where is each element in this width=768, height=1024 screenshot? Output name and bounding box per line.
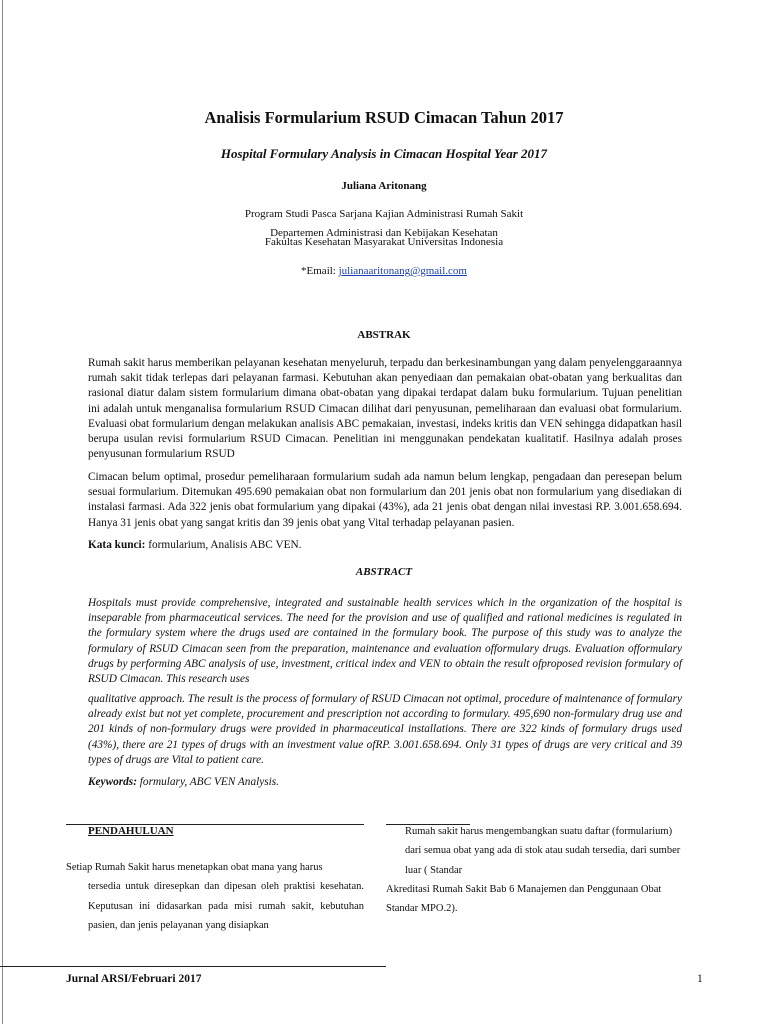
email-line bbox=[0, 265, 768, 277]
paper-title: Analisis Formularium RSUD Cimacan Tahun 2017 bbox=[204, 108, 564, 127]
abstrak-paragraph: Rumah sakit harus memberikan pelayanan kesehatan menyeluruh, terpadu dan berkesinambungan yang dalam penyelenggaraannya rumah sakit tidak terlepas dari pelayanan farmasi. Kebutuhan akan penyediaan dan pemakaian obat-obatan yang berkualitas dan rasional diatur dalam sistem formularium dimana obat-obatan yang dipakai terdapat dalam buku formularium. Tujuan penelitian ini adalah untuk menganalisa formularium RSUD Cimacan dilihat dari penyusunan, pemeliharaan dan evaluasi obat formularium. Evaluasi obat formularium dengan melakukan analisis ABC pemakaian, investasi, indeks kritis dan VEN sehingga didapatkan hasil berupa usulan revisi formularium RSUD Cimacan. Penelitian ini menggunakan pendekatan kualitatif. Hasilnya adalah proses penyusunan formularium RSUD bbox=[88, 357, 682, 461]
introduction-left-text: tersedia untuk diresepkan dan dipesan oleh praktisi kesehatan. Keputusan ini didasarkan pada misi rumah sakit, kebutuhan pasien, dan jenis pelayanan yang disiapkan bbox=[88, 881, 364, 931]
keywords-line bbox=[88, 776, 279, 788]
abstract-paragraph: Hospitals must provide comprehensive, integrated and sustainable health services which in the organization of the hospital is inseparable from pharmaceutical services. The need for the provision and use of qualified and rational medicines is regulated in the formulary system where the drugs used are contained in the formulary book. The purpose of this study was to analyze the formulary of RSUD Cimacan seen from the preparation, maintenance and evaluation offormulary drugs. Evaluation offormulary drugs by performing ABC analysis of use, investment, critical index and VEN to obtain the result ofproposed revision formulary of RSUD Cimacan. This research uses bbox=[88, 597, 682, 686]
footer-rule bbox=[0, 966, 386, 967]
introduction-left-first-line: Setiap Rumah Sakit harus menetapkan obat mana yang harus bbox=[66, 862, 323, 873]
keywords-label: Keywords: bbox=[88, 776, 137, 788]
kata-kunci-line bbox=[88, 539, 302, 551]
introduction-right-text-continued: Akreditasi Rumah Sakit Bab 6 Manajemen dan Penggunaan Obat Standar MPO.2). bbox=[386, 883, 662, 915]
introduction-right-column bbox=[386, 822, 684, 918]
email-label: *Email: bbox=[301, 265, 339, 277]
keywords-text: formulary, ABC VEN Analysis. bbox=[136, 776, 280, 788]
journal-footer: Jurnal ARSI/Februari 2017 bbox=[66, 973, 202, 985]
page-number: 1 bbox=[697, 973, 703, 985]
author-name: Juliana Aritonang bbox=[341, 180, 427, 192]
affiliation-faculty: Fakultas Kesehatan Masyarakat Universitas Indonesia bbox=[264, 236, 504, 248]
affiliation-program: Program Studi Pasca Sarjana Kajian Administrasi Rumah Sakit bbox=[244, 208, 524, 220]
introduction-heading: PENDAHULUAN bbox=[88, 825, 174, 837]
paper-subtitle: Hospital Formulary Analysis in Cimacan Hospital Year 2017 bbox=[220, 146, 548, 161]
affiliation-department: Departemen Administrasi dan Kebijakan Kesehatan bbox=[270, 227, 498, 239]
kata-kunci-label: Kata kunci: bbox=[88, 539, 146, 551]
abstrak-heading: ABSTRAK bbox=[357, 329, 411, 341]
abstract-paragraph-continued: qualitative approach. The result is the process of formulary of RSUD Cimacan not optimal, procedure of maintenance of formulary already exist but not yet complete, procurement and prescription not according to formulary. 495,690 non-formulary drug use and 201 kinds of non-formulary drugs were provided in pharmaceutical installations. There are 322 kinds of formulary drugs used (43%), there are 21 types of drugs with an investment value ofRP. 3.001.658.694. Only 31 types of drugs are very critical and 39 types of drugs are Vital to patient care. bbox=[88, 693, 682, 766]
introduction-right-text: Rumah sakit harus mengembangkan suatu daftar (formularium) dari semua obat yang ada di stok atau sudah tersedia, dari sumber luar ( Standar bbox=[405, 826, 681, 876]
kata-kunci-text: formularium, Analisis ABC VEN. bbox=[145, 539, 302, 551]
abstrak-paragraph-continued: Cimacan belum optimal, prosedur pemeliharaan formularium sudah ada namun belum lengkap, pengadaan dan peresepan belum sesuai formularium. Ditemukan 495.690 pemakaian obat non formularium dan 201 jenis obat non formularium yang disediakan di instalasi farmasi. Ada 322 jenis obat formularium yang dipakai (43%), ada 21 jenis obat dengan nilai investasi RP. 3.001.658.694. Hanya 31 jenis obat yang sangat kritis dan 39 jenis obat yang Vital terhadap pelayanan pasien. bbox=[88, 471, 682, 529]
email-link[interactable]: julianaaritonang@gmail.com bbox=[338, 265, 467, 277]
abstract-heading: ABSTRACT bbox=[355, 566, 413, 578]
introduction-left-column bbox=[66, 858, 364, 935]
